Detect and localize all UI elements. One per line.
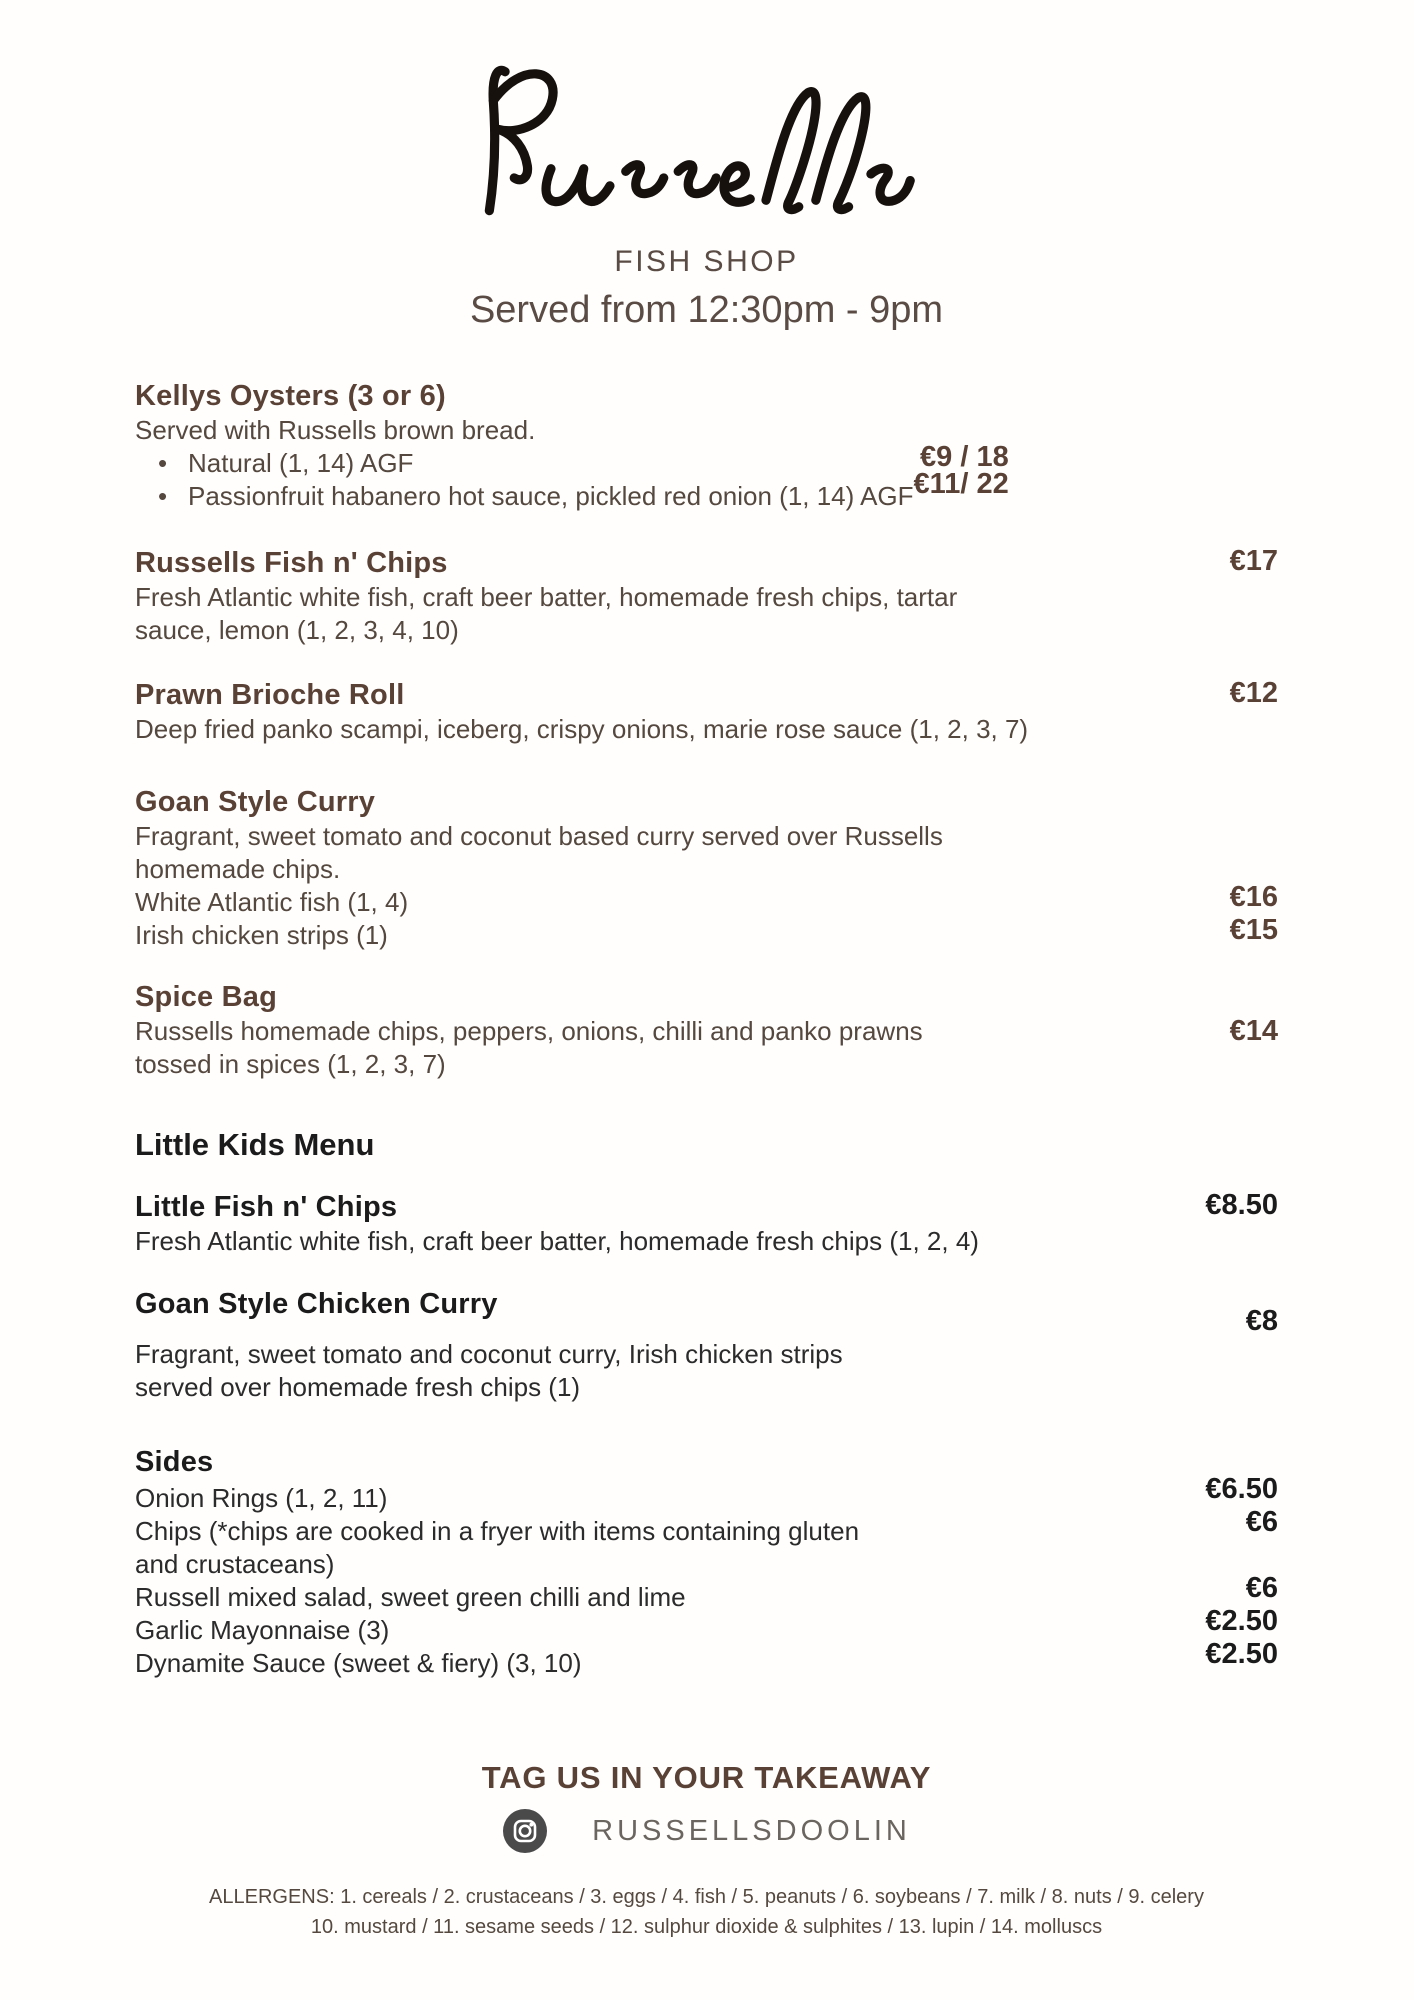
- oyster-option: • Passionfruit habanero hot sauce, pickled red onion (1, 14) AGF: [135, 480, 914, 513]
- sides-heading: Sides: [135, 1446, 214, 1478]
- item-name: Little Fish n' Chips: [135, 1191, 398, 1223]
- side-item-row: [135, 1572, 1278, 1614]
- variant-text: Irish chicken strips (1): [135, 920, 388, 950]
- instagram-handle: RUSSELLSDOOLIN: [592, 1814, 911, 1847]
- side-text: [135, 1482, 387, 1515]
- menu-item-goan-style-chicken-curry: [135, 1286, 1278, 1404]
- item-price: €2.50: [1205, 1638, 1278, 1670]
- item-name: Prawn Brioche Roll: [135, 679, 405, 711]
- item-price: €6: [1245, 1572, 1278, 1604]
- item-price: €6: [1245, 1506, 1278, 1538]
- side-text-line: Garlic Mayonnaise (3): [135, 1615, 390, 1645]
- menu-item-goan-style-curry: [135, 784, 1278, 952]
- kids-menu-heading: Little Kids Menu: [135, 1127, 375, 1162]
- item-price: €11/ 22: [913, 468, 1009, 500]
- item-description-line: Fresh Atlantic white fish, craft beer batter, homemade fresh chips (1, 2, 4): [135, 1226, 979, 1256]
- item-description-line: homemade chips.: [135, 854, 341, 884]
- allergens-note: [135, 1882, 1278, 1942]
- menu-item-prawn-brioche-roll: [135, 677, 1278, 746]
- oyster-options-list: [135, 447, 914, 513]
- side-text: [135, 1581, 686, 1614]
- side-text: [135, 1515, 859, 1581]
- side-text: [135, 1647, 582, 1680]
- variant-text: White Atlantic fish (1, 4): [135, 887, 409, 917]
- shop-type-label: FISH SHOP: [614, 245, 799, 278]
- item-price: €8: [1245, 1305, 1278, 1337]
- allergens-line: ALLERGENS: 1. cereals / 2. crustaceans / 3. eggs / 4. fish / 5. peanuts / 6. soybeans / 7. milk / 8. nuts / 9. celery: [209, 1886, 1204, 1908]
- menu-item-spice-bag: [135, 979, 1278, 1081]
- side-text-line: Dynamite Sauce (sweet & fiery) (3, 10): [135, 1648, 582, 1678]
- item-price: €8.50: [1205, 1189, 1278, 1221]
- allergens-line: 10. mustard / 11. sesame seeds / 12. sulphur dioxide & sulphites / 13. lupin / 14. molluscs: [310, 1916, 1103, 1938]
- russells-script-logo: [477, 56, 937, 233]
- side-text-line: Russell mixed salad, sweet green chilli and lime: [135, 1582, 686, 1612]
- menu-section-sides: [135, 1444, 1278, 1680]
- item-description-line: Fresh Atlantic white fish, craft beer batter, homemade fresh chips, tartar: [135, 582, 958, 612]
- item-description-line: Deep fried panko scampi, iceberg, crispy onions, marie rose sauce (1, 2, 3, 7): [135, 714, 1029, 744]
- item-description-line: Fragrant, sweet tomato and coconut curry, Irish chicken strips: [135, 1339, 843, 1369]
- item-price: €14: [1229, 1015, 1278, 1047]
- menu-header: [135, 0, 1278, 332]
- item-price: €9 / 18: [920, 441, 1009, 473]
- item-price: €12: [1229, 677, 1278, 709]
- item-price: €15: [1229, 914, 1278, 946]
- item-description: Served with Russells brown bread.: [135, 415, 536, 445]
- item-name: Kellys Oysters (3 or 6): [135, 380, 446, 412]
- menu-item-little-fish-n-chips: [135, 1189, 1278, 1258]
- oyster-price-stack: [913, 441, 1009, 501]
- curry-variant-row: [135, 881, 1278, 919]
- item-description-line: served over homemade fresh chips (1): [135, 1372, 581, 1402]
- item-description-line: Fragrant, sweet tomato and coconut based curry served over Russells: [135, 821, 943, 851]
- item-name: Russells Fish n' Chips: [135, 547, 448, 579]
- item-name: Spice Bag: [135, 981, 278, 1013]
- side-text-line: Chips (*chips are cooked in a fryer with items containing gluten: [135, 1516, 860, 1546]
- item-description: [135, 1015, 923, 1081]
- instagram-row: [135, 1808, 1278, 1854]
- brand-logo: [135, 56, 1278, 233]
- service-hours: Served from 12:30pm - 9pm: [469, 289, 944, 331]
- item-description-line: sauce, lemon (1, 2, 3, 4, 10): [135, 615, 459, 645]
- oyster-option: • Natural (1, 14) AGF: [135, 447, 914, 480]
- side-item-row: [135, 1506, 1278, 1581]
- side-text-line: and crustaceans): [135, 1549, 335, 1579]
- item-price: €17: [1229, 545, 1278, 577]
- item-name: Goan Style Chicken Curry: [135, 1288, 498, 1320]
- menu-item-kellys-oysters: [135, 378, 1278, 513]
- item-price: €2.50: [1205, 1605, 1278, 1637]
- item-description-line: tossed in spices (1, 2, 3, 7): [135, 1049, 446, 1079]
- item-price: €6.50: [1205, 1473, 1278, 1505]
- side-text-line: Onion Rings (1, 2, 11): [135, 1483, 388, 1513]
- item-price: €16: [1229, 881, 1278, 913]
- side-item-row: [135, 1605, 1278, 1647]
- curry-variant-row: [135, 914, 1278, 952]
- side-text: [135, 1614, 389, 1647]
- item-description-line: Russells homemade chips, peppers, onions, chilli and panko prawns: [135, 1016, 923, 1046]
- side-item-row: [135, 1473, 1278, 1515]
- menu-item-fish-n-chips: [135, 545, 1278, 647]
- item-name: Goan Style Curry: [135, 786, 376, 818]
- side-item-row: [135, 1638, 1278, 1680]
- takeaway-tagline: TAG US IN YOUR TAKEAWAY: [481, 1760, 932, 1795]
- instagram-icon: [502, 1808, 548, 1854]
